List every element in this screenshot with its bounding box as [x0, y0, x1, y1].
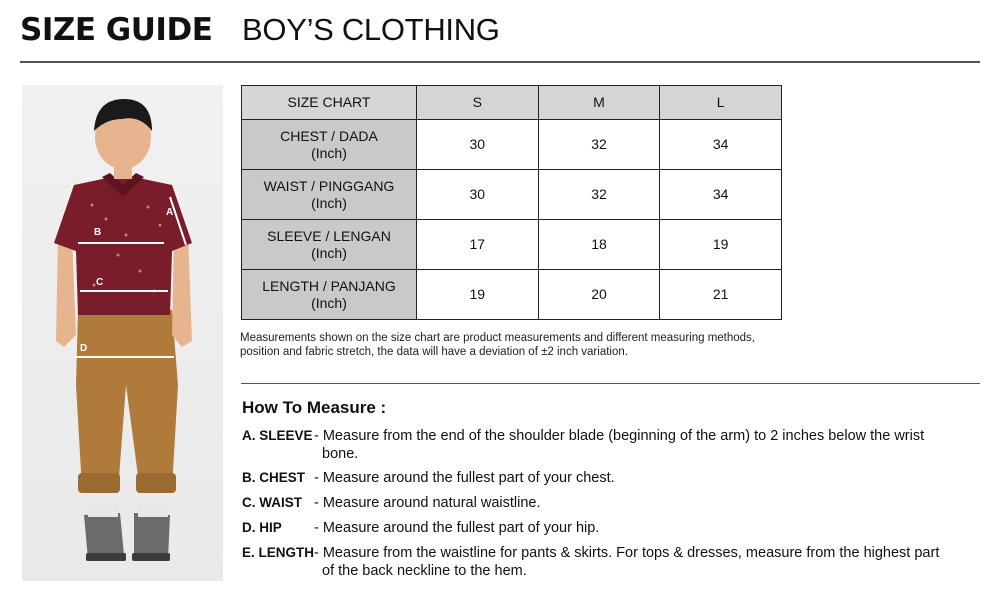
- list-item: [242, 519, 992, 544]
- pants: [76, 310, 178, 491]
- note-line: position and fabric stretch, the data will have a deviation of ±2 inch variation.: [240, 346, 628, 358]
- measure-key: E. LENGTH: [242, 545, 315, 560]
- measure-description: - Measure from the waistline for pants & skirts. For tops & dresses, measure from the highest part of the back neckline to the hem.: [314, 545, 940, 579]
- row-label-main: WAIST / PINGGANG: [263, 177, 395, 194]
- size-chart-header-row: [242, 86, 782, 120]
- table-cell: 19: [416, 270, 538, 320]
- list-item: [242, 544, 992, 586]
- row-label-main: SLEEVE / LENGAN: [267, 227, 391, 244]
- table-cell: 30: [416, 120, 538, 170]
- row-label-unit: (Inch): [311, 294, 347, 311]
- note-line: Measurements shown on the size chart are product measurements and different measuring methods,: [240, 332, 756, 344]
- row-label-unit: (Inch): [311, 194, 347, 211]
- row-label: [242, 220, 417, 270]
- size-chart-header-cell: SIZE CHART: [242, 86, 417, 120]
- table-cell: 18: [538, 220, 660, 270]
- section-divider: [241, 383, 980, 384]
- measure-description: - Measure around natural waistline.: [314, 495, 541, 511]
- table-cell: 34: [660, 170, 782, 220]
- measure-key: A. SLEEVE: [242, 428, 313, 443]
- row-label: [242, 170, 417, 220]
- table-cell: 19: [660, 220, 782, 270]
- table-cell: 21: [660, 270, 782, 320]
- boy-figure-illustration: [22, 85, 223, 581]
- how-to-measure-heading: How To Measure :: [242, 398, 387, 417]
- marker-a: A: [166, 207, 174, 218]
- row-label: [242, 120, 417, 170]
- page-subtitle: BOY’S CLOTHING: [242, 12, 500, 47]
- table-cell: 20: [538, 270, 660, 320]
- size-chart-table: [241, 85, 782, 320]
- measure-description: - Measure around the fullest part of your hip.: [314, 520, 600, 536]
- measure-key: D. HIP: [242, 520, 282, 535]
- table-cell: 32: [538, 120, 660, 170]
- row-label-unit: (Inch): [311, 144, 347, 161]
- size-l-header: L: [660, 86, 782, 120]
- size-s-header: S: [416, 86, 538, 120]
- shirt: [54, 177, 192, 315]
- list-item: [242, 427, 992, 469]
- row-label: [242, 270, 417, 320]
- marker-c: C: [96, 277, 104, 288]
- right-arm: [172, 235, 192, 347]
- table-cell: 30: [416, 170, 538, 220]
- size-m-header: M: [538, 86, 660, 120]
- measure-description: - Measure from the end of the shoulder blade (beginning of the arm) to 2 inches below the wrist bone.: [314, 428, 925, 462]
- marker-b: B: [94, 227, 102, 238]
- left-arm: [56, 235, 76, 347]
- measure-key: B. CHEST: [242, 470, 306, 485]
- marker-d: D: [80, 343, 88, 354]
- table-row: [242, 170, 782, 220]
- table-row: [242, 220, 782, 270]
- list-item: [242, 494, 992, 519]
- list-item: [242, 469, 992, 494]
- table-cell: 32: [538, 170, 660, 220]
- table-cell: 34: [660, 120, 782, 170]
- measure-key: C. WAIST: [242, 495, 302, 510]
- row-label-main: LENGTH / PANJANG: [262, 277, 396, 294]
- measure-instructions-list: [242, 427, 992, 586]
- row-label-unit: (Inch): [311, 244, 347, 261]
- row-label-main: CHEST / DADA: [280, 127, 378, 144]
- page-title: SIZE GUIDE: [20, 12, 213, 48]
- measurement-note: [240, 331, 820, 359]
- measure-description: - Measure around the fullest part of your chest.: [314, 470, 615, 486]
- left-shoe: [84, 513, 124, 559]
- table-row: [242, 270, 782, 320]
- header-divider: [20, 61, 980, 63]
- table-cell: 17: [416, 220, 538, 270]
- right-shoe: [134, 513, 170, 559]
- table-row: [242, 120, 782, 170]
- model-photo: [22, 85, 223, 581]
